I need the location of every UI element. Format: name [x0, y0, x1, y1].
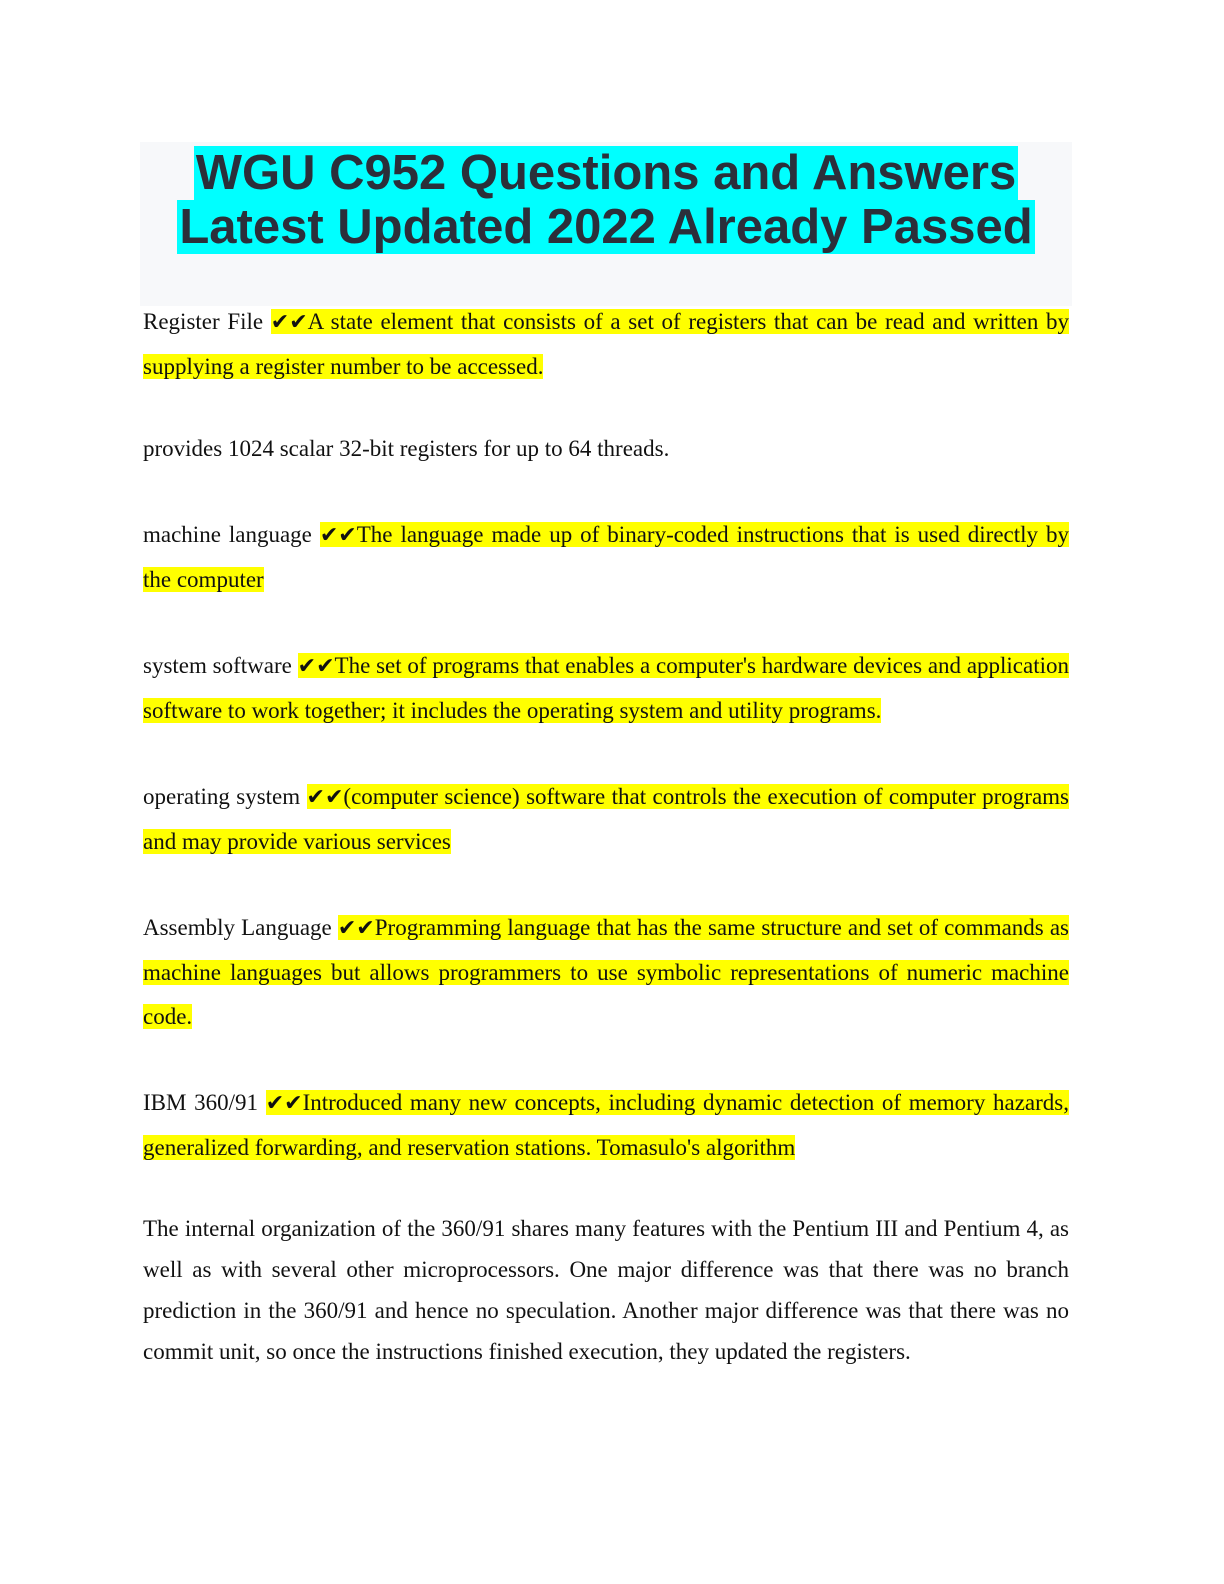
term: IBM 360/91 — [143, 1090, 266, 1115]
title-line-2: Latest Updated 2022 Already Passed — [179, 200, 1033, 254]
note-register-count: provides 1024 scalar 32-bit registers for up to 64 threads. — [143, 436, 670, 461]
definition: Programming language that has the same structure and set of commands as machine languages but allows programmers to use symbolic representations of numeric machine code. — [143, 915, 1069, 1029]
qa-entry-register-file — [143, 300, 1069, 389]
definition: The language made up of binary-coded instructions that is used directly by the computer — [143, 522, 1070, 592]
document-title — [140, 142, 1072, 306]
term: operating system — [143, 784, 307, 809]
note-360-91-organization: The internal organization of the 360/91 shares many features with the Pentium III and Pentium 4, as well as with several other microprocessors. One major difference was that there was no branch prediction in the 360/91 and hence no speculation. Another major difference was that there was no commit unit, so once the instructions finished execution, they updated the registers. — [143, 1216, 1069, 1364]
qa-entry-ibm-360-91 — [143, 1081, 1069, 1170]
check-mark-icon: ✔✔ — [297, 654, 335, 679]
answer-highlight — [143, 309, 1069, 379]
definition: A state element that consists of a set of registers that can be read and written by supplying a register number to be accessed. — [143, 309, 1069, 379]
check-mark-icon: ✔✔ — [306, 785, 344, 810]
term: Assembly Language — [143, 915, 338, 940]
qa-entry-machine-language — [143, 513, 1069, 602]
check-mark-icon: ✔✔ — [265, 1091, 303, 1116]
term: machine language — [143, 522, 320, 547]
check-mark-icon: ✔✔ — [319, 523, 357, 548]
document-body — [143, 300, 1069, 1372]
definition: Introduced many new concepts, including dynamic detection of memory hazards, generalized forwarding, and reservation stations. Tomasulo's algorithm — [143, 1090, 1069, 1160]
definition: (computer science) software that controls the execution of computer programs and may provide various services — [143, 784, 1069, 854]
title-line-1: WGU C952 Questions and Answers — [195, 146, 1017, 200]
qa-entry-operating-system — [143, 775, 1069, 864]
term: Register File — [143, 309, 271, 334]
check-mark-icon: ✔✔ — [270, 310, 308, 335]
answer-highlight — [143, 1090, 1069, 1160]
check-mark-icon: ✔✔ — [337, 916, 375, 941]
term: system software — [143, 653, 298, 678]
qa-entry-system-software — [143, 644, 1069, 733]
definition: The set of programs that enables a computer's hardware devices and application software to work together; it includes the operating system and utility programs. — [143, 653, 1070, 723]
qa-entry-assembly-language — [143, 906, 1069, 1039]
